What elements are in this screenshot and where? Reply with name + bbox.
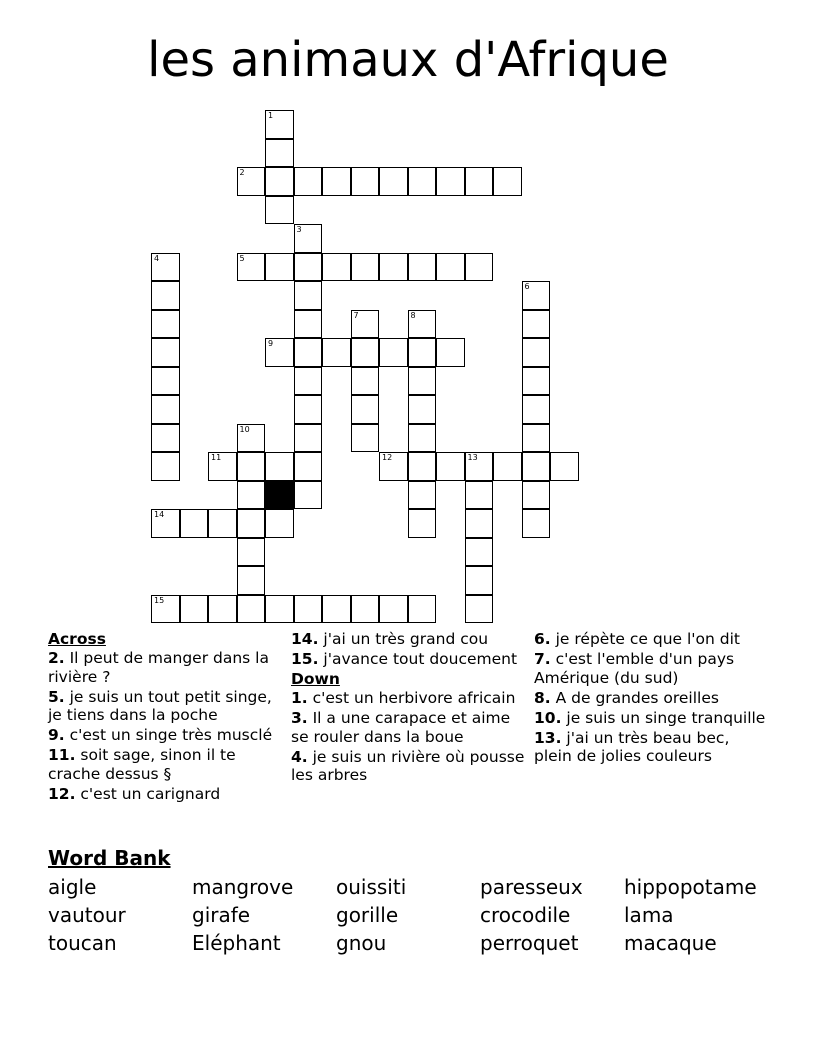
- grid-cell: [237, 167, 266, 196]
- clue: [48, 726, 286, 745]
- across-clue-list-continued: [291, 630, 529, 669]
- word-bank-word: gnou: [336, 931, 387, 955]
- clue: [48, 746, 286, 783]
- grid-cell: [351, 253, 380, 282]
- clue-number: 6.: [534, 630, 551, 648]
- grid-cell: [151, 367, 180, 396]
- clue-number: 13.: [534, 728, 562, 747]
- grid-cell: [294, 424, 323, 453]
- grid-cell: [294, 310, 323, 339]
- grid-cell: [151, 424, 180, 453]
- grid-cell: [351, 338, 380, 367]
- grid-cell: [351, 424, 380, 453]
- grid-cell: [237, 538, 266, 567]
- clue-number: 9.: [48, 726, 65, 744]
- clue-text: j'ai un très beau bec, plein de jolies couleurs: [534, 728, 730, 765]
- clue-text: je suis un tout petit singe, je tiens dans la poche: [48, 687, 272, 724]
- grid-cell: [351, 595, 380, 624]
- clue: [534, 709, 772, 728]
- grid-cell: [408, 253, 437, 282]
- word-bank-word: macaque: [624, 931, 717, 955]
- clue: [291, 630, 529, 649]
- clue-number: 9: [268, 339, 274, 348]
- grid-cell: [408, 452, 437, 481]
- grid-cell: [379, 595, 408, 624]
- word-bank-word: girafe: [192, 903, 251, 927]
- grid-cell: [522, 310, 551, 339]
- clue-number: 4.: [291, 747, 308, 766]
- clue: [534, 650, 772, 687]
- clue: [534, 689, 772, 708]
- clue-text: soit sage, sinon il te crache dessus §: [48, 746, 236, 783]
- grid-cell: [294, 452, 323, 481]
- word-bank-word: vautour: [48, 903, 126, 927]
- word-bank-word: Eléphant: [192, 931, 281, 955]
- grid-cell: [408, 424, 437, 453]
- clue: [291, 709, 529, 746]
- clue-number: 7.: [534, 650, 551, 668]
- grid-cell: [408, 167, 437, 196]
- clue-number: 15.: [291, 650, 319, 668]
- grid-cell: [465, 167, 494, 196]
- grid-cell: [408, 395, 437, 424]
- grid-cell: [237, 481, 266, 510]
- word-bank-row: [48, 929, 788, 957]
- clue-number: 8: [410, 310, 416, 320]
- clue-number: 3: [296, 225, 302, 234]
- grid-cell: [522, 338, 551, 367]
- grid-cell: [522, 281, 551, 310]
- clue-text: je suis un singe tranquille: [561, 708, 766, 727]
- across-clue-list: [48, 649, 286, 803]
- grid-cell: [151, 310, 180, 339]
- grid-cell: [237, 424, 266, 453]
- clue-number: 2: [239, 168, 245, 177]
- grid-cell: [465, 481, 494, 510]
- word-bank-word: perroquet: [480, 931, 579, 955]
- word-bank-word: paresseux: [480, 875, 583, 899]
- word-bank-word: toucan: [48, 931, 117, 955]
- grid-cell: [265, 139, 294, 168]
- grid-cell: [151, 509, 180, 538]
- down-clue-list: [291, 689, 529, 785]
- grid-cell: [265, 167, 294, 196]
- clue: [291, 650, 529, 669]
- grid-cell: [265, 338, 294, 367]
- grid-cell: [237, 566, 266, 595]
- grid-cell: [465, 452, 494, 481]
- grid-cell: [465, 538, 494, 567]
- grid-cell: [151, 452, 180, 481]
- word-bank-word: gorille: [336, 903, 399, 927]
- grid-cell: [265, 595, 294, 624]
- grid-cell: [180, 595, 209, 624]
- grid-cell: [151, 253, 180, 282]
- word-bank-row: [48, 873, 788, 901]
- grid-cell: [493, 452, 522, 481]
- grid-cell: [322, 167, 351, 196]
- clue: [48, 785, 286, 804]
- across-heading: Across: [48, 630, 106, 648]
- clue-text: c'est un singe très musclé: [64, 726, 273, 744]
- grid-cell: [322, 253, 351, 282]
- clues-column-2: [291, 630, 529, 786]
- grid-cell: [465, 253, 494, 282]
- word-bank-word: aigle: [48, 875, 97, 899]
- grid-cell: [465, 595, 494, 624]
- word-bank-row: [48, 901, 788, 929]
- clue-text: A de grandes oreilles: [550, 688, 719, 707]
- grid-cell: [265, 196, 294, 225]
- clue-text: j'ai un très grand cou: [318, 630, 489, 648]
- down-heading: Down: [291, 670, 340, 688]
- grid-cell: [237, 253, 266, 282]
- clues-section: [48, 630, 778, 840]
- grid-cell: [265, 452, 294, 481]
- page-title: les animaux d'Afrique: [147, 32, 669, 88]
- grid-cell: [265, 509, 294, 538]
- word-bank-word: crocodile: [480, 903, 571, 927]
- clue-text: j'avance tout doucement: [318, 650, 518, 668]
- clue-number: 4: [154, 253, 160, 263]
- clue-number: 2.: [48, 649, 65, 667]
- clue-text: Il a une carapace et aime se rouler dans la boue: [291, 709, 511, 746]
- word-bank-word: hippopotame: [624, 875, 757, 899]
- grid-cell: [237, 595, 266, 624]
- grid-cell: [522, 481, 551, 510]
- grid-cell: [208, 452, 237, 481]
- grid-cell: [151, 338, 180, 367]
- clue-number: 3.: [291, 709, 308, 727]
- grid-cell: [351, 310, 380, 339]
- clue-text: c'est l'emble d'un pays Amérique (du sud): [534, 650, 735, 687]
- grid-cell: [351, 395, 380, 424]
- grid-cell: [351, 167, 380, 196]
- grid-cell: [522, 395, 551, 424]
- grid-cell: [408, 481, 437, 510]
- grid-cell: [351, 367, 380, 396]
- clues-column-1: [48, 630, 286, 805]
- word-bank-word: mangrove: [192, 875, 294, 899]
- clue-number: 7: [353, 310, 359, 320]
- grid-cell: [151, 395, 180, 424]
- grid-cell: [322, 338, 351, 367]
- clue-number: 14: [154, 510, 165, 519]
- grid-cell: [151, 595, 180, 624]
- clue-number: 1.: [291, 689, 308, 707]
- clue-number: 12: [382, 453, 393, 462]
- grid-cell: [294, 167, 323, 196]
- clue: [48, 688, 286, 725]
- clue-number: 14.: [291, 630, 319, 648]
- grid-cell: [465, 509, 494, 538]
- grid-cell: [151, 281, 180, 310]
- clue-number: 12.: [48, 784, 76, 803]
- clue-text: c'est un herbivore africain: [307, 689, 516, 707]
- clue-number: 13: [467, 453, 478, 462]
- grid-cell: [294, 281, 323, 310]
- grid-cell: [465, 566, 494, 595]
- grid-cell: [294, 395, 323, 424]
- grid-cell: [436, 253, 465, 282]
- grid-cell: [237, 509, 266, 538]
- clue-number: 11: [211, 453, 222, 462]
- clue-number: 5.: [48, 687, 65, 706]
- grid-cell: [550, 452, 579, 481]
- clue-text: je répète ce que l'on dit: [550, 630, 741, 648]
- clue: [48, 649, 286, 686]
- grid-cell: [408, 367, 437, 396]
- grid-cell: [436, 452, 465, 481]
- grid-cell: [265, 253, 294, 282]
- grid-cell: [208, 595, 237, 624]
- grid-cell: [522, 452, 551, 481]
- grid-cell: [522, 367, 551, 396]
- grid-cell: [294, 367, 323, 396]
- grid-cell: [294, 338, 323, 367]
- grid-cell: [379, 167, 408, 196]
- grid-cell: [180, 509, 209, 538]
- clue-number: 10: [239, 424, 250, 434]
- word-bank: [48, 873, 788, 957]
- grid-cell: [265, 110, 294, 139]
- clue-text: je suis un rivière où pousse les arbres: [291, 747, 525, 784]
- grid-cell: [493, 167, 522, 196]
- grid-cell: [436, 338, 465, 367]
- clue-number: 15: [154, 595, 165, 605]
- grid-cell: [408, 310, 437, 339]
- clue: [291, 748, 529, 785]
- grid-cell: [408, 595, 437, 624]
- clue: [534, 729, 772, 766]
- grid-cell: [522, 509, 551, 538]
- clue-number: 5: [239, 253, 245, 263]
- clue: [534, 630, 772, 649]
- down-clue-list-continued: [534, 630, 772, 766]
- grid-cell: [436, 167, 465, 196]
- clue-text: c'est un carignard: [75, 784, 221, 803]
- grid-cell: [208, 509, 237, 538]
- grid-cell: [237, 452, 266, 481]
- grid-cell: [522, 424, 551, 453]
- grid-cell: [379, 253, 408, 282]
- clue: [291, 689, 529, 708]
- grid-cell: [294, 253, 323, 282]
- clue-number: 1: [268, 111, 274, 120]
- grid-cell: [379, 452, 408, 481]
- clue-number: 11.: [48, 746, 76, 764]
- grid-cell: [294, 481, 323, 510]
- grid-cell: [408, 338, 437, 367]
- grid-cell: [379, 338, 408, 367]
- word-bank-title: Word Bank: [48, 846, 171, 870]
- blocked-cell: [265, 481, 294, 510]
- word-bank-word: lama: [624, 903, 674, 927]
- clue-number: 6: [524, 282, 530, 291]
- grid-cell: [294, 595, 323, 624]
- clue-number: 10.: [534, 708, 562, 727]
- clue-number: 8.: [534, 688, 551, 707]
- grid-cell: [322, 595, 351, 624]
- grid-cell: [408, 509, 437, 538]
- word-bank-word: ouissiti: [336, 875, 407, 899]
- clues-column-3: [534, 630, 772, 767]
- clue-text: Il peut de manger dans la rivière ?: [48, 649, 269, 686]
- grid-cell: [294, 224, 323, 253]
